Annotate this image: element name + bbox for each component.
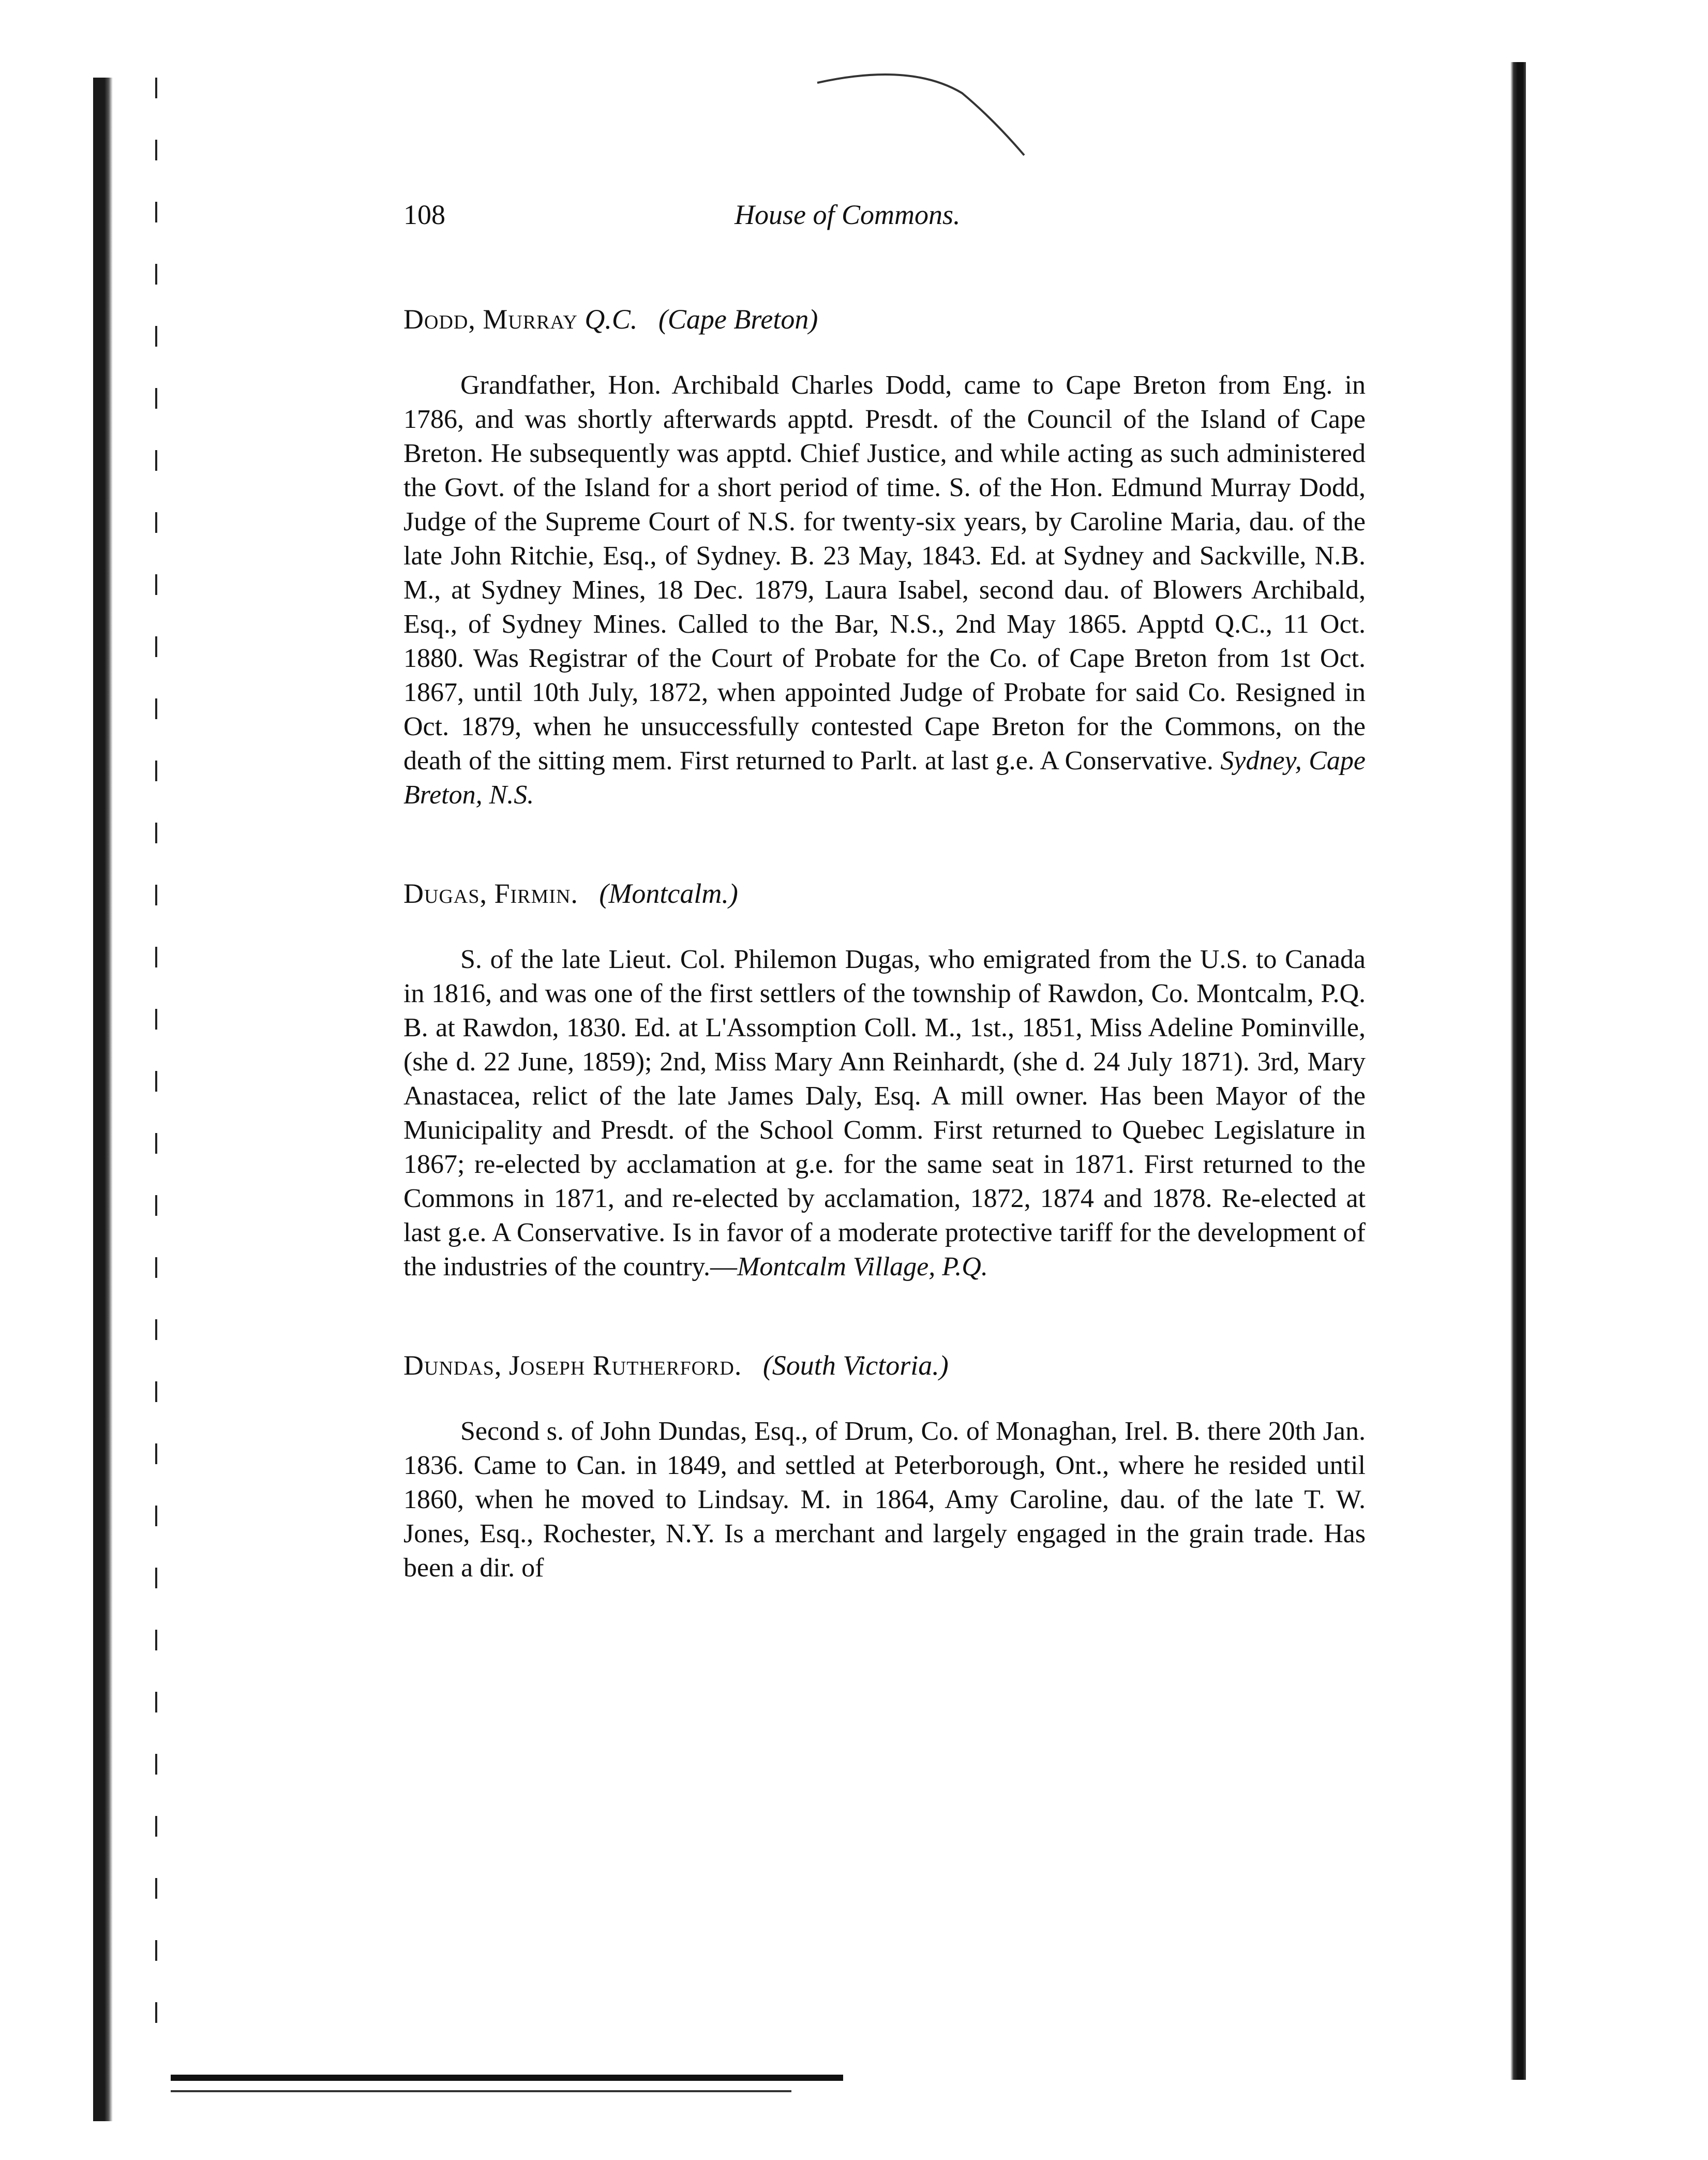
entry-surname: Dundas,	[403, 1350, 502, 1381]
entry-heading	[403, 300, 1366, 338]
entry-bio	[403, 943, 1366, 1284]
running-head	[403, 191, 1366, 238]
document-page	[403, 191, 1366, 2044]
scan-edge-bottom-thin	[171, 2090, 791, 2092]
entry-surname: Dugas,	[403, 878, 487, 909]
entry-riding: (Cape Breton)	[658, 304, 818, 335]
entry-bio-text: Second s. of John Dundas, Esq., of Drum, Co. of Monaghan, Irel. B. there 20th Jan. 1836. Came to Can. in 1849, and settled at Peterborough, Ont., where he resided until 1860, when he moved to Lindsay. M. in 1864, Amy Caroline, dau. of the late T. W. Jones, Esq., Rochester, N.Y. Is a merchant and largely engaged in the grain trade. Has been a dir. of	[403, 1417, 1366, 1583]
entry-bio-text: S. of the late Lieut. Col. Philemon Dugas, who emigrated from the U.S. to Canada in 1816, and was one of the first settlers of the township of Rawdon, Co. Montcalm, P.Q. B. at Rawdon, 1830. Ed. at L'Assomption Coll. M., 1st., 1851, Miss Adeline Pominville, (she d. 22 June, 1859); 2nd, Miss Mary Ann Reinhardt, (she d. 24 July 1871). 3rd, Mary Anastacea, relict of the late James Daly, Esq. A mill owner. Has been Mayor of the Municipality and Presdt. of the School Comm. First returned to Quebec Legislature in 1867; re-elected by acclamation at g.e. for the same seat in 1871. First returned to the Commons in 1871, and re-elected by acclamation, 1872, 1874 and 1878. Re-elected at last g.e. A Conservative. Is in favor of a moderate protective tariff for the development of the industries of the country.—	[403, 945, 1366, 1282]
entry-dundas	[403, 1346, 1366, 1585]
entry-title: Q.C.	[585, 304, 638, 335]
entry-bio	[403, 368, 1366, 812]
scan-edge-right	[1510, 62, 1526, 2080]
entry-address: Montcalm Village, P.Q.	[737, 1252, 988, 1282]
entry-given-names: Firmin.	[494, 878, 578, 909]
page-number: 108	[403, 199, 445, 230]
entry-given-names: Joseph Rutherford.	[508, 1350, 742, 1381]
entry-surname: Dodd,	[403, 304, 476, 335]
page-title: House of Commons.	[735, 199, 961, 230]
entry-dodd	[403, 300, 1366, 812]
entry-heading	[403, 874, 1366, 913]
pencil-mark	[807, 62, 1066, 166]
entry-bio	[403, 1414, 1366, 1585]
entry-riding: (Montcalm.)	[599, 878, 738, 909]
scan-edge-left-marks	[155, 78, 157, 2044]
scan-edge-bottom	[171, 2075, 843, 2081]
entry-heading	[403, 1346, 1366, 1384]
scan-edge-left	[93, 78, 113, 2121]
entry-given-names: Murray	[483, 304, 578, 335]
entry-riding: (South Victoria.)	[762, 1350, 949, 1381]
entry-address: Sydney, Cape Breton, N.S.	[403, 746, 1366, 810]
entry-bio-text: Grandfather, Hon. Archibald Charles Dodd, came to Cape Breton from Eng. in 1786, and was shortly afterwards apptd. Presdt. of the Council of the Island of Cape Breton. He subsequently was apptd. Chief Justice, and while acting as such administered the Govt. of the Island for a short period of time. S. of the Hon. Edmund Murray Dodd, Judge of the Supreme Court of N.S. for twenty-six years, by Caroline Maria, dau. of the late John Ritchie, Esq., of Sydney. B. 23 May, 1843. Ed. at Sydney and Sackville, N.B. M., at Sydney Mines, 18 Dec. 1879, Laura Isabel, second dau. of Blowers Archibald, Esq., of Sydney Mines. Called to the Bar, N.S., 2nd May 1865. Apptd Q.C., 11 Oct. 1880. Was Registrar of the Court of Probate for the Co. of Cape Breton from 1st Oct. 1867, until 10th July, 1872, when appointed Judge of Probate for said Co. Resigned in Oct. 1879, when he unsuccessfully contested Cape Breton for the Commons, on the death of the sitting mem. First returned to Parlt. at last g.e. A Conservative.	[403, 370, 1366, 776]
entry-dugas	[403, 874, 1366, 1284]
